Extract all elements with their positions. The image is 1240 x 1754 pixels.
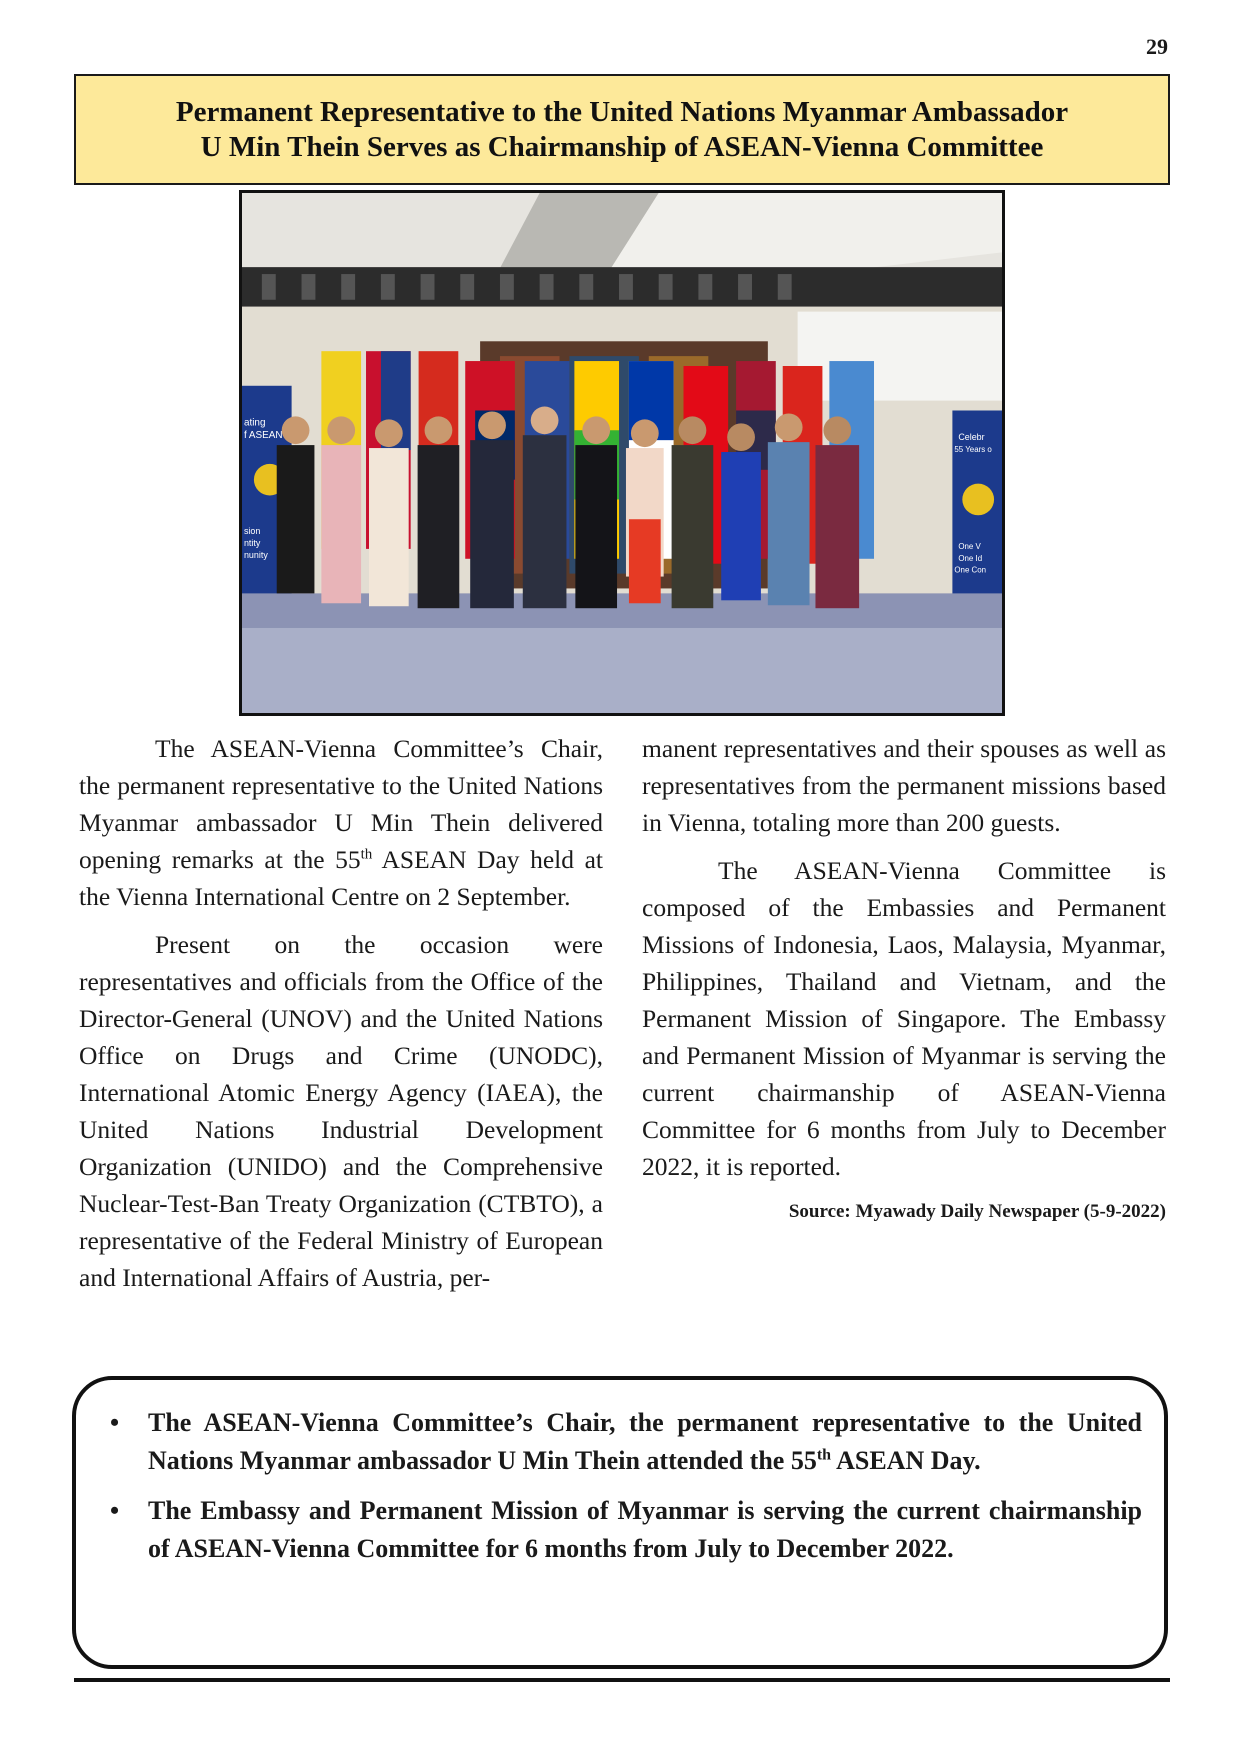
left-banner-line-4: ntity [243, 537, 261, 548]
right-banner-line-4: One Id [958, 553, 983, 563]
left-banner-line-1: ating [243, 417, 266, 429]
article-paragraph-2-continued: manent representatives and their spouses as well as representatives from the permanent missions based in Vienna, totaling more than 200 guests. [642, 734, 1166, 837]
summary-item-2-text: The Embassy and Permanent Mission of Myanmar is serving the current chairmanship of ASEAN-Vienna Committee for 6 months from July to December 2022. [148, 1496, 1142, 1563]
article-paragraph-2: Present on the occasion were representatives and officials from the Office of the Director-General (UNOV) and the United Nations Office on Drugs and Crime (UNODC), International Atomic Energy Agency (IAEA), the United Nations Industrial Development Organization (UNIDO) and the Comprehensive Nuclear-Test-Ban Treaty Organization (CTBTO), a representative of the Federal Ministry of European and International Affairs of Austria, per- [79, 930, 603, 1292]
bullet-icon: • [110, 1496, 120, 1525]
group-photo-illustration [242, 193, 1002, 713]
right-banner-line-2: 55 Years o [954, 445, 992, 455]
article-column-left [79, 730, 603, 1307]
right-banner-line-5: One Con [954, 565, 987, 575]
article-paragraph-1-after: ASEAN Day held at the Vienna International Centre on 2 September. [79, 845, 603, 911]
summary-item-1-sup: th [816, 1446, 832, 1464]
article-title-line-2: U Min Thein Serves as Chairmanship of ASEAN-Vienna Committee [200, 130, 1044, 163]
summary-item-2 [96, 1492, 1142, 1568]
left-banner-line-5: nunity [243, 549, 268, 560]
summary-item-1 [96, 1404, 1142, 1480]
group-photo [239, 190, 1005, 716]
bottom-rule [74, 1678, 1170, 1682]
article-paragraph-1-sup: th [360, 846, 373, 863]
bullet-icon: • [110, 1408, 120, 1437]
left-banner-line-3: sion [243, 526, 261, 537]
article-title-line-1: Permanent Representative to the United Nations Myanmar Ambassador [175, 95, 1069, 128]
right-banner-line-1: Celebr [958, 432, 985, 443]
article-paragraph-1-before: The ASEAN-Vienna Committee’s Chair, the permanent representative to the United Nations Myanmar ambassador U Min Thein delivered opening remarks at the 55 [79, 734, 603, 874]
article-column-right [642, 730, 1166, 1225]
page-number: 29 [1146, 34, 1168, 59]
article-paragraph-1 [79, 730, 603, 915]
right-banner-line-3: One V [958, 541, 981, 551]
left-banner-line-2: f ASEAN [243, 430, 283, 442]
source-citation: Source: Myawady Daily Newspaper (5-9-2022) [788, 1201, 1166, 1222]
article-paragraph-3: The ASEAN-Vienna Committee is composed of the Embassies and Permanent Missions of Indonesia, Laos, Malaysia, Myanmar, Philippines, Thailand and Vietnam, and the Permanent Mission of Singapore. The Embassy and Permanent Mission of Myanmar is serving the current chairmanship of ASEAN-Vienna Committee for 6 months from July to December 2022, it is reported. [642, 856, 1166, 1181]
summary-item-1-before: The ASEAN-Vienna Committee’s Chair, the permanent representative to the United Nations Myanmar ambassador U Min Thein attended the 55 [148, 1408, 1142, 1475]
summary-item-1-after: ASEAN Day. [831, 1446, 981, 1475]
summary-list [96, 1404, 1142, 1568]
article-title-box [74, 74, 1170, 185]
summary-box [72, 1376, 1168, 1669]
